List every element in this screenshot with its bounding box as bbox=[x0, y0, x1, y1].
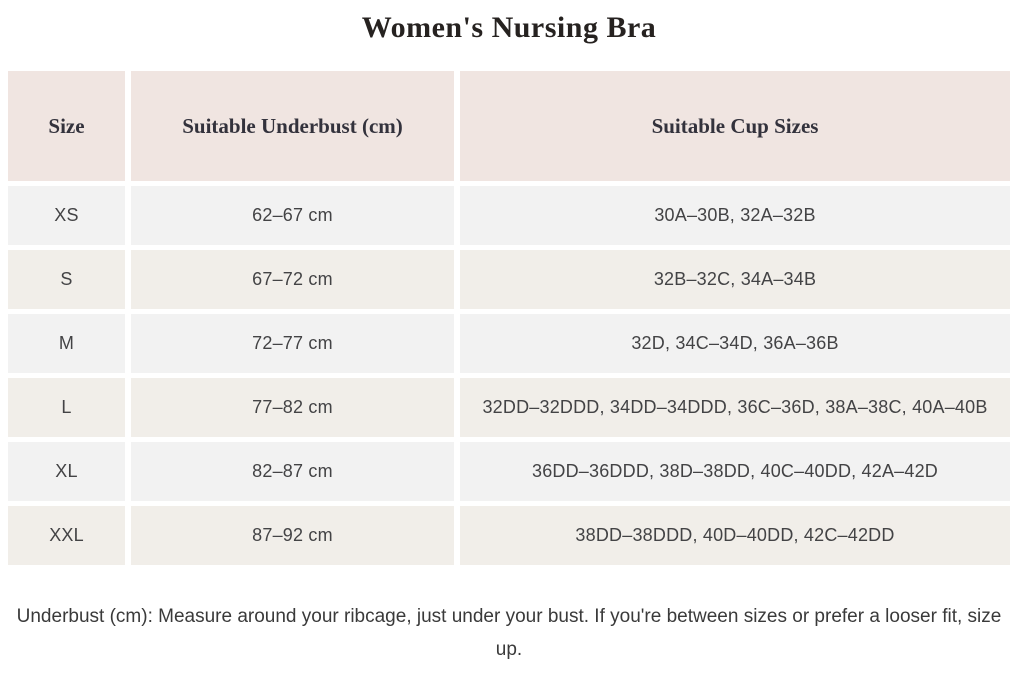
column-header-cup-sizes-label: Suitable Cup Sizes bbox=[651, 114, 819, 138]
table-row bbox=[8, 314, 1010, 373]
cell-underbust: 87–92 cm bbox=[131, 506, 454, 565]
size-chart-body bbox=[8, 186, 1010, 565]
page-title: Women's Nursing Bra bbox=[361, 11, 657, 44]
size-guide-section bbox=[0, 9, 1018, 666]
column-header-size-label: Size bbox=[48, 114, 85, 138]
cell-underbust: 67–72 cm bbox=[131, 250, 454, 309]
measurement-note: Underbust (cm): Measure around your ribcage, just under your bust. If you're between sizes or prefer a looser fit, size up. bbox=[16, 606, 1002, 660]
cell-size: S bbox=[8, 250, 125, 309]
cell-underbust: 82–87 cm bbox=[131, 442, 454, 501]
cell-underbust: 62–67 cm bbox=[131, 186, 454, 245]
cell-cup-sizes: 32B–32C, 34A–34B bbox=[460, 250, 1010, 309]
table-header-row bbox=[8, 71, 1010, 181]
cell-underbust: 72–77 cm bbox=[131, 314, 454, 373]
column-header-underbust bbox=[131, 71, 454, 181]
cell-size: XXL bbox=[8, 506, 125, 565]
cell-underbust: 77–82 cm bbox=[131, 378, 454, 437]
cell-cup-sizes: 30A–30B, 32A–32B bbox=[460, 186, 1010, 245]
cell-size: XS bbox=[8, 186, 125, 245]
table-row bbox=[8, 442, 1010, 501]
cell-cup-sizes: 32DD–32DDD, 34DD–34DDD, 36C–36D, 38A–38C, 40A–40B bbox=[460, 378, 1010, 437]
table-row bbox=[8, 250, 1010, 309]
cell-size: M bbox=[8, 314, 125, 373]
cell-cup-sizes: 36DD–36DDD, 38D–38DD, 40C–40DD, 42A–42D bbox=[460, 442, 1010, 501]
cell-cup-sizes: 32D, 34C–34D, 36A–36B bbox=[460, 314, 1010, 373]
cell-size: L bbox=[8, 378, 125, 437]
cell-cup-sizes: 38DD–38DDD, 40D–40DD, 42C–42DD bbox=[460, 506, 1010, 565]
size-chart-table bbox=[2, 66, 1016, 570]
cell-size: XL bbox=[8, 442, 125, 501]
table-row bbox=[8, 378, 1010, 437]
table-row bbox=[8, 186, 1010, 245]
column-header-underbust-label: Suitable Underbust (cm) bbox=[182, 114, 403, 138]
column-header-size bbox=[8, 71, 125, 181]
column-header-cup-sizes bbox=[460, 71, 1010, 181]
table-row bbox=[8, 506, 1010, 565]
